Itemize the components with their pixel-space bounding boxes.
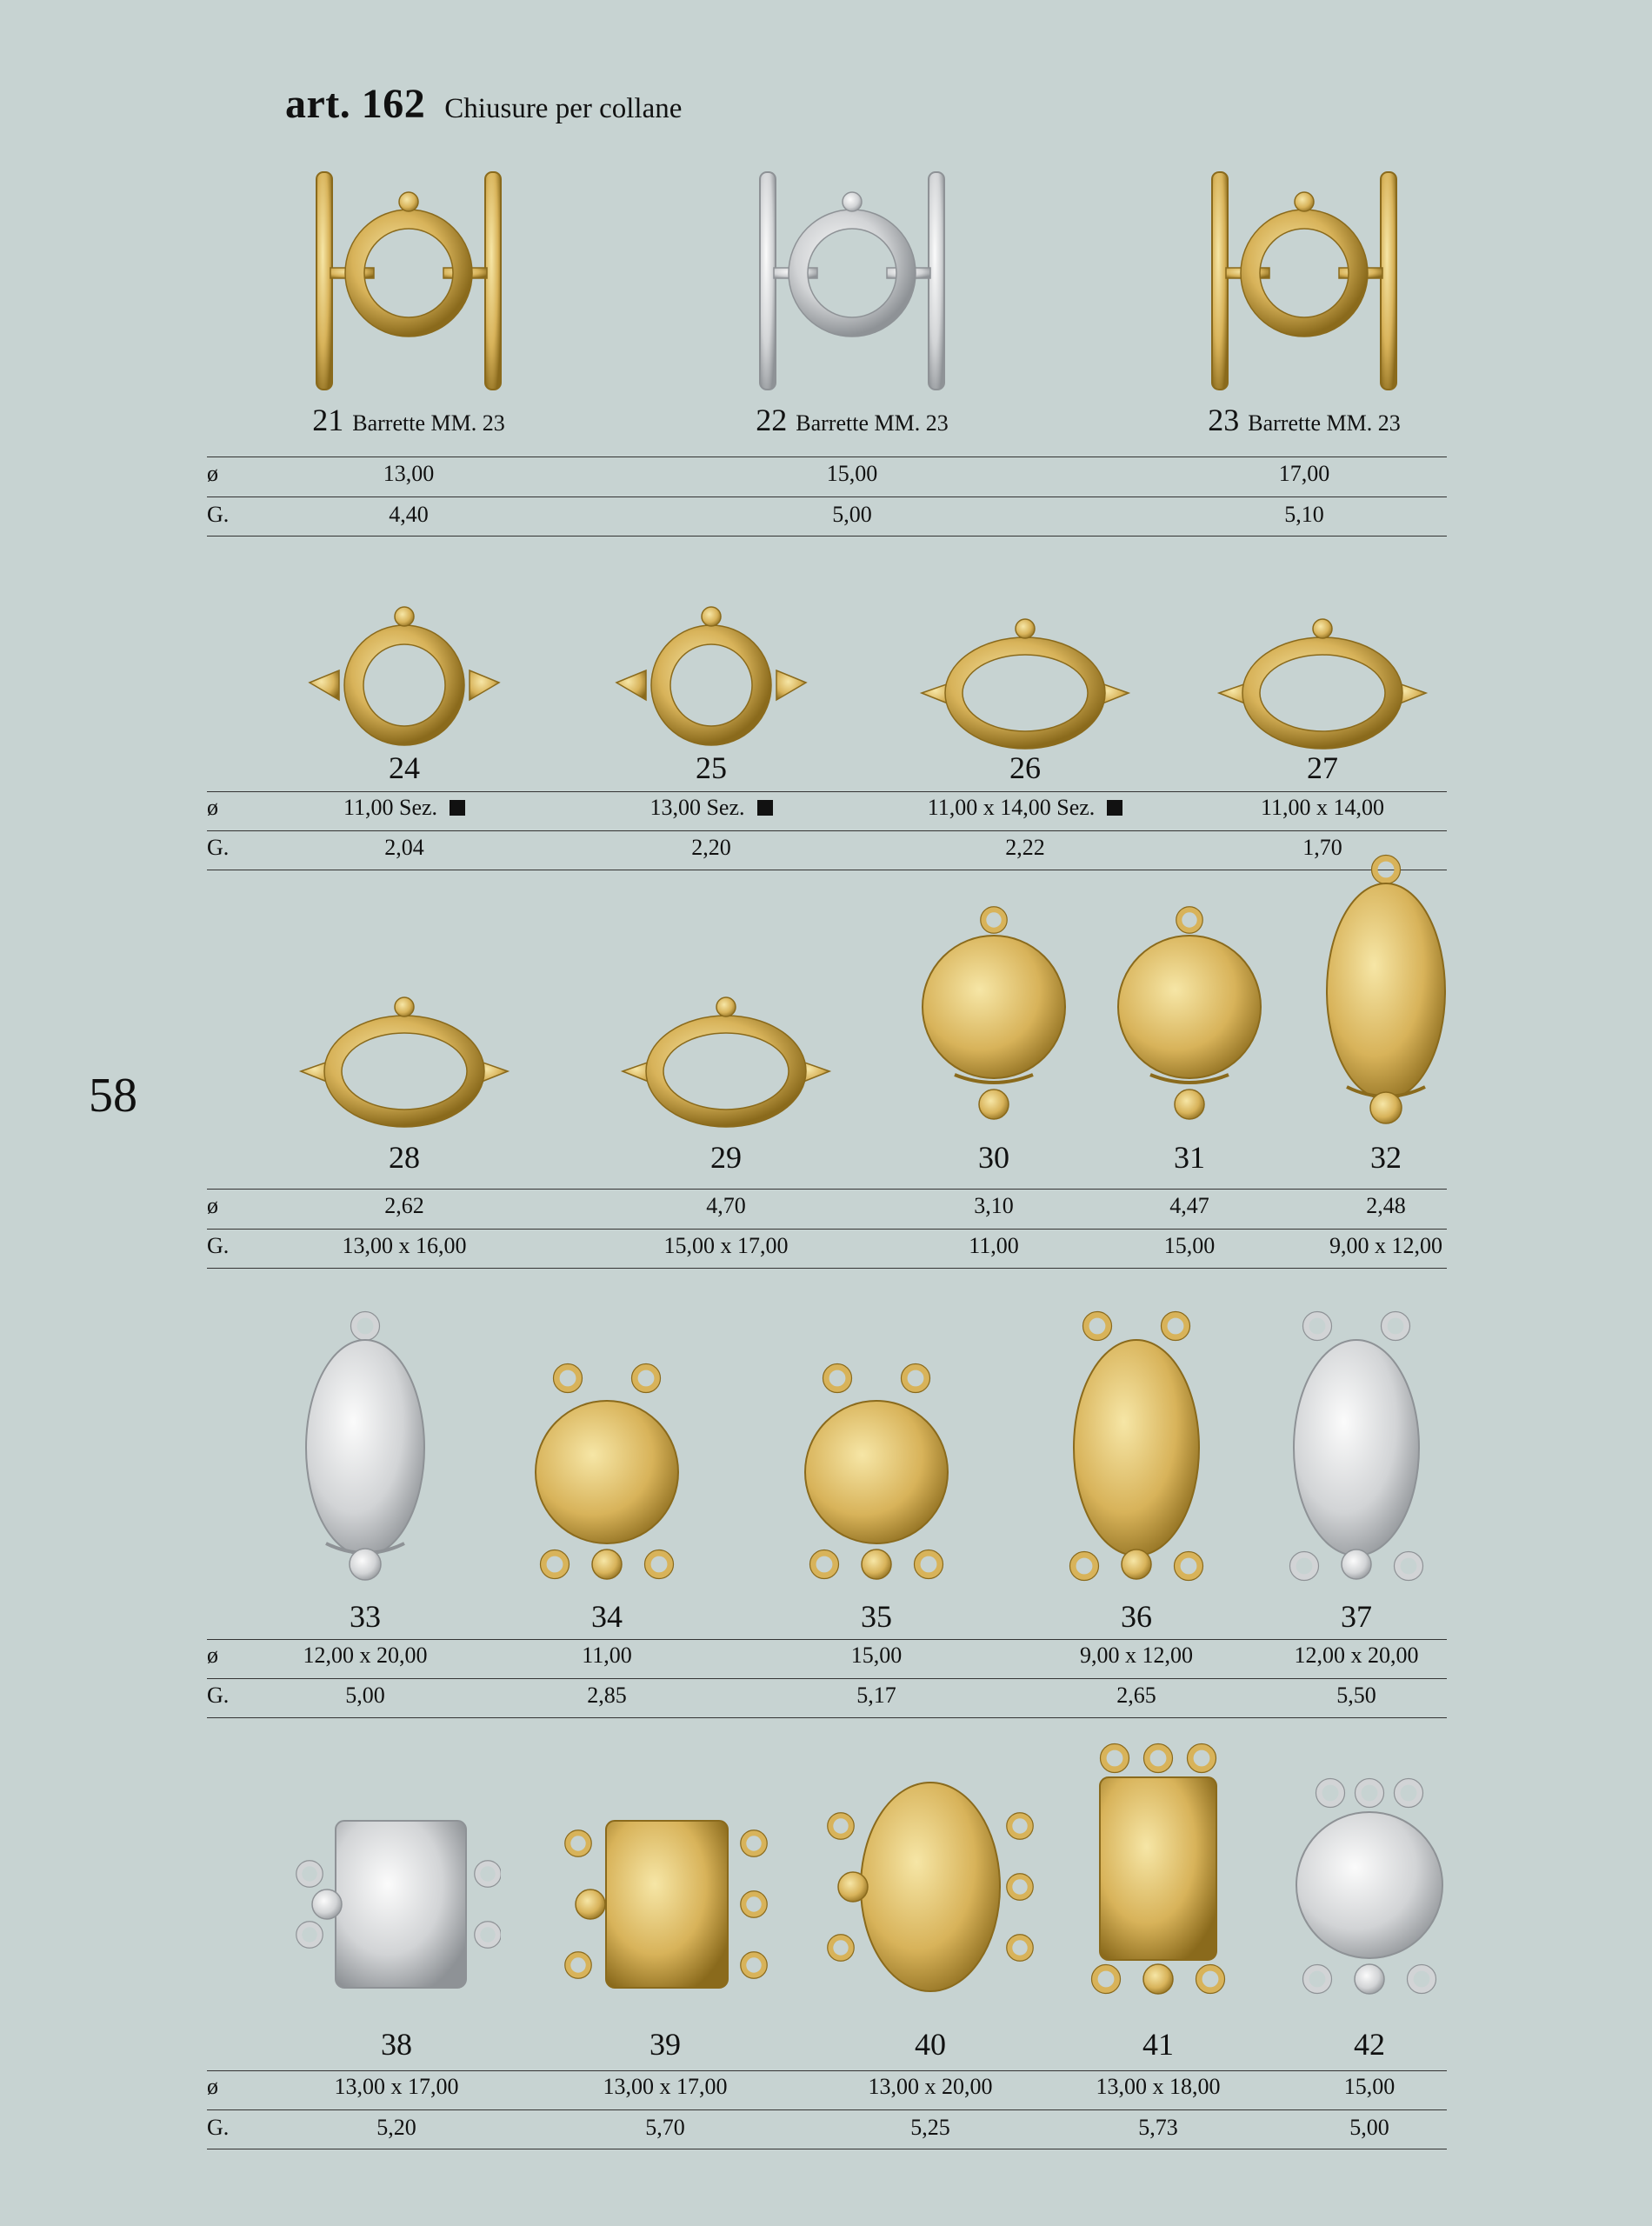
table-rule xyxy=(207,1717,1447,1718)
item-label-40 xyxy=(800,2026,1061,2063)
item-label-23 xyxy=(1174,402,1435,438)
item-number: 25 xyxy=(696,750,727,785)
item-label-21 xyxy=(278,402,539,438)
weight-cell-41: 5,73 xyxy=(1138,2115,1178,2140)
item-number: 28 xyxy=(389,1140,420,1175)
diameter-value: 9,00 x 12,00 xyxy=(1080,1643,1193,1668)
clasp-illustration xyxy=(1214,596,1431,752)
page-number: 58 xyxy=(89,1069,137,1123)
weight-cell-29: 15,00 x 17,00 xyxy=(663,1233,789,1258)
item-description: Barrette MM. 23 xyxy=(1248,410,1401,436)
clasp-image-29 xyxy=(587,883,865,1130)
item-number: 40 xyxy=(915,2027,946,2062)
diameter-cell-29 xyxy=(587,1193,865,1219)
diameter-cell-34 xyxy=(468,1643,746,1669)
weight-cell-21: 4,40 xyxy=(389,502,429,527)
weight-row-label: G. xyxy=(207,1233,230,1258)
item-label-35 xyxy=(746,1598,1007,1635)
diameter-cell-22 xyxy=(713,461,991,487)
clasp-image-42 xyxy=(1230,1739,1509,2000)
clasp-image-22 xyxy=(713,157,991,398)
item-label-39 xyxy=(535,2026,796,2063)
weight-cell-25: 2,20 xyxy=(691,835,731,860)
clasp-image-28 xyxy=(265,883,543,1130)
diameter-row-label: ø xyxy=(207,461,218,486)
weight-cell-36: 2,65 xyxy=(1116,1683,1156,1708)
clasp-illustration xyxy=(296,974,513,1130)
item-number: 42 xyxy=(1354,2027,1385,2062)
clasp-image-35 xyxy=(737,1296,1016,1587)
clasp-illustration xyxy=(822,1774,1039,2000)
article-number: art. 162 xyxy=(285,81,426,127)
diameter-value: 4,47 xyxy=(1169,1193,1209,1218)
weight-cell-35: 5,17 xyxy=(856,1683,896,1708)
clasp-image-33 xyxy=(226,1296,504,1587)
weight-cell-22: 5,00 xyxy=(832,502,872,527)
weight-row-label: G. xyxy=(207,2115,230,2140)
diameter-cell-38 xyxy=(257,2074,536,2100)
clasp-image-32 xyxy=(1247,883,1525,1130)
item-number: 24 xyxy=(389,750,420,785)
clasp-image-38 xyxy=(257,1739,536,2000)
clasp-illustration xyxy=(304,163,513,398)
diameter-cell-42 xyxy=(1230,2074,1509,2100)
item-label-24 xyxy=(274,750,535,786)
item-number: 21 xyxy=(312,403,344,437)
diameter-row-label: ø xyxy=(207,2074,218,2099)
table-rule xyxy=(207,536,1447,537)
table-rule xyxy=(207,2070,1447,2071)
item-number: 27 xyxy=(1307,750,1338,785)
weight-cell-28: 13,00 x 16,00 xyxy=(342,1233,467,1258)
weight-cell-32: 9,00 x 12,00 xyxy=(1329,1233,1442,1258)
diameter-row-label: ø xyxy=(207,1193,218,1218)
item-label-26 xyxy=(895,750,1156,786)
item-number: 30 xyxy=(978,1140,1009,1175)
item-description: Barrette MM. 23 xyxy=(796,410,949,436)
diameter-value: 12,00 x 20,00 xyxy=(1294,1643,1419,1668)
square-section-icon xyxy=(1107,800,1122,816)
clasp-image-24 xyxy=(265,565,543,752)
table-rule xyxy=(207,791,1447,792)
clasp-illustration xyxy=(300,1309,430,1587)
clasp-illustration xyxy=(916,596,1134,752)
weight-cell-37: 5,50 xyxy=(1336,1683,1376,1708)
clasp-illustration xyxy=(1282,1774,1456,2000)
page-heading xyxy=(285,80,682,128)
item-label-29 xyxy=(596,1139,856,1176)
item-number: 31 xyxy=(1174,1140,1205,1175)
clasp-image-27 xyxy=(1183,565,1462,752)
clasp-image-25 xyxy=(572,565,850,752)
item-number: 37 xyxy=(1341,1599,1372,1634)
clasp-illustration xyxy=(520,1361,694,1587)
weight-cell-24: 2,04 xyxy=(384,835,424,860)
diameter-value: 13,00 x 20,00 xyxy=(868,2074,993,2099)
clasp-illustration xyxy=(1049,1309,1223,1587)
diameter-value: 4,70 xyxy=(706,1193,746,1218)
clasp-illustration xyxy=(611,587,811,752)
diameter-value: 13,00 x 17,00 xyxy=(603,2074,728,2099)
item-number: 38 xyxy=(381,2027,412,2062)
item-label-22 xyxy=(722,402,983,438)
square-section-icon xyxy=(757,800,773,816)
diameter-cell-25 xyxy=(572,795,850,821)
diameter-value: 15,00 xyxy=(850,1643,903,1668)
item-label-42 xyxy=(1239,2026,1500,2063)
item-number: 41 xyxy=(1142,2027,1174,2062)
clasp-illustration xyxy=(304,587,504,752)
weight-cell-23: 5,10 xyxy=(1284,502,1324,527)
diameter-value: 13,00 x 18,00 xyxy=(1096,2074,1221,2099)
clasp-image-39 xyxy=(526,1739,804,2000)
clasp-image-37 xyxy=(1217,1296,1495,1587)
weight-row-label: G. xyxy=(207,502,230,527)
item-number: 33 xyxy=(350,1599,381,1634)
table-rule xyxy=(207,830,1447,831)
diameter-value: 3,10 xyxy=(974,1193,1014,1218)
diameter-value: 15,00 xyxy=(826,461,878,486)
item-number: 36 xyxy=(1121,1599,1152,1634)
weight-cell-27: 1,70 xyxy=(1302,835,1342,860)
diameter-value: 2,62 xyxy=(384,1193,424,1218)
diameter-cell-35 xyxy=(737,1643,1016,1669)
item-label-25 xyxy=(581,750,842,786)
table-rule xyxy=(207,2109,1447,2110)
table-rule xyxy=(207,1268,1447,1269)
item-label-32 xyxy=(1256,1139,1516,1176)
clasp-illustration xyxy=(920,904,1068,1130)
clasp-image-34 xyxy=(468,1296,746,1587)
clasp-illustration xyxy=(1269,1309,1443,1587)
diameter-cell-21 xyxy=(270,461,548,487)
item-number: 32 xyxy=(1370,1140,1402,1175)
diameter-value: 13,00 Sez. xyxy=(649,795,745,820)
clasp-illustration xyxy=(617,974,835,1130)
weight-cell-39: 5,70 xyxy=(645,2115,685,2140)
item-number: 29 xyxy=(710,1140,742,1175)
diameter-row-label: ø xyxy=(207,795,218,820)
diameter-value: 11,00 Sez. xyxy=(343,795,438,820)
diameter-row-label: ø xyxy=(207,1643,218,1668)
item-number: 23 xyxy=(1208,403,1240,437)
item-number: 34 xyxy=(591,1599,623,1634)
item-label-28 xyxy=(274,1139,535,1176)
clasp-illustration xyxy=(1076,1739,1241,2000)
table-rule xyxy=(207,1189,1447,1190)
item-label-27 xyxy=(1192,750,1453,786)
diameter-value: 13,00 x 17,00 xyxy=(334,2074,459,2099)
clasp-illustration xyxy=(561,1809,769,2000)
diameter-cell-39 xyxy=(526,2074,804,2100)
weight-cell-42: 5,00 xyxy=(1349,2115,1389,2140)
diameter-cell-28 xyxy=(265,1193,543,1219)
item-number: 35 xyxy=(861,1599,892,1634)
diameter-value: 12,00 x 20,00 xyxy=(303,1643,428,1668)
weight-cell-26: 2,22 xyxy=(1005,835,1045,860)
diameter-cell-32 xyxy=(1247,1193,1525,1219)
weight-cell-34: 2,85 xyxy=(587,1683,627,1708)
item-number: 39 xyxy=(649,2027,681,2062)
weight-row-label: G. xyxy=(207,835,230,860)
item-number: 22 xyxy=(756,403,788,437)
weight-cell-30: 11,00 xyxy=(969,1233,1019,1258)
diameter-cell-37 xyxy=(1217,1643,1495,1669)
diameter-value: 13,00 xyxy=(383,461,435,486)
item-label-38 xyxy=(266,2026,527,2063)
clasp-illustration xyxy=(748,163,956,398)
item-label-34 xyxy=(476,1598,737,1635)
item-number: 26 xyxy=(1009,750,1041,785)
table-rule xyxy=(207,1229,1447,1230)
item-description: Barrette MM. 23 xyxy=(352,410,505,436)
table-rule xyxy=(207,1639,1447,1640)
clasp-image-26 xyxy=(886,565,1164,752)
clasp-illustration xyxy=(1116,904,1263,1130)
weight-row-label: G. xyxy=(207,1683,230,1708)
clasp-illustration xyxy=(789,1361,963,1587)
diameter-cell-33 xyxy=(226,1643,504,1669)
diameter-value: 17,00 xyxy=(1278,461,1330,486)
diameter-value: 2,48 xyxy=(1366,1193,1406,1218)
weight-cell-40: 5,25 xyxy=(910,2115,950,2140)
item-label-33 xyxy=(235,1598,496,1635)
diameter-cell-26 xyxy=(886,795,1164,821)
weight-cell-33: 5,00 xyxy=(345,1683,385,1708)
diameter-value: 11,00 x 14,00 Sez. xyxy=(927,795,1096,820)
article-subtitle: Chiusure per collane xyxy=(444,93,683,124)
clasp-illustration xyxy=(292,1809,501,2000)
diameter-value: 15,00 xyxy=(1343,2074,1396,2099)
item-label-37 xyxy=(1226,1598,1487,1635)
square-section-icon xyxy=(450,800,465,816)
clasp-image-23 xyxy=(1165,157,1443,398)
clasp-image-21 xyxy=(270,157,548,398)
table-rule xyxy=(207,1678,1447,1679)
diameter-value: 11,00 x 14,00 xyxy=(1260,795,1385,820)
diameter-cell-24 xyxy=(265,795,543,821)
clasp-illustration xyxy=(1321,852,1451,1130)
diameter-value: 11,00 xyxy=(582,1643,632,1668)
clasp-illustration xyxy=(1200,163,1409,398)
weight-cell-31: 15,00 xyxy=(1163,1233,1216,1258)
diameter-cell-23 xyxy=(1165,461,1443,487)
weight-cell-38: 5,20 xyxy=(376,2115,416,2140)
diameter-cell-27 xyxy=(1183,795,1462,821)
